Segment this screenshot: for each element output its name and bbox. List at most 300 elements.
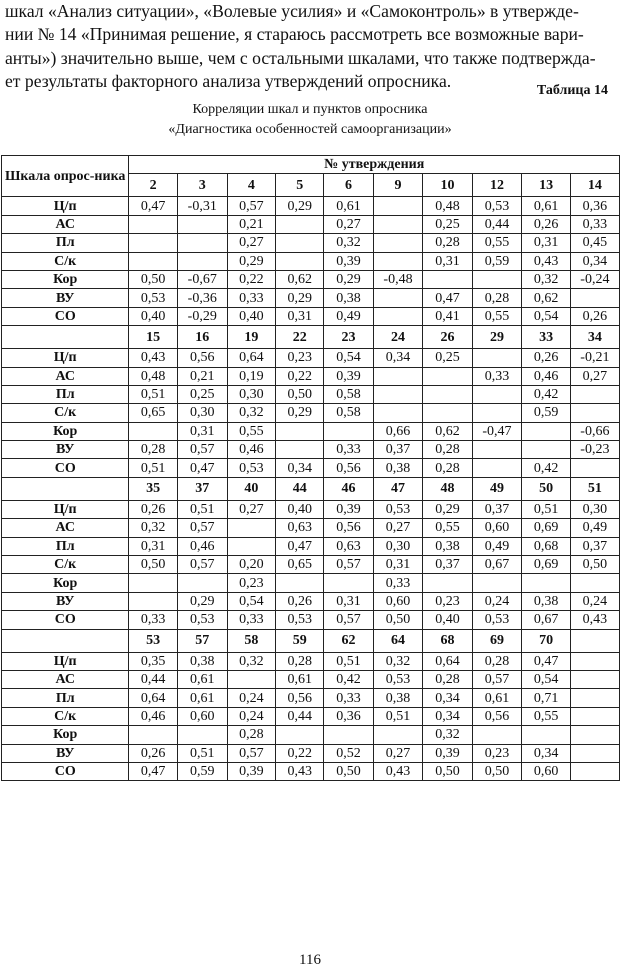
correlation-value: 0,40 <box>276 500 324 518</box>
correlation-value <box>423 404 472 422</box>
correlation-value: -0,47 <box>472 422 522 440</box>
item-number-cell: 3 <box>177 174 227 197</box>
correlation-value: 0,23 <box>227 574 275 592</box>
table-row <box>2 611 620 629</box>
item-number-cell: 23 <box>324 326 373 349</box>
scale-label: Кор <box>2 726 129 744</box>
item-number-cell: 26 <box>423 326 472 349</box>
correlation-value: 0,69 <box>522 519 570 537</box>
correlation-value: 0,39 <box>227 762 275 780</box>
correlation-value: 0,55 <box>472 307 522 325</box>
correlation-value: 0,56 <box>472 707 522 725</box>
item-number-cell: 46 <box>324 477 373 500</box>
table-row <box>2 252 620 270</box>
correlation-value: 0,40 <box>227 307 275 325</box>
correlation-value: 0,25 <box>423 349 472 367</box>
correlation-value: 0,57 <box>177 519 227 537</box>
item-number-cell: 37 <box>177 477 227 500</box>
correlation-value: 0,50 <box>423 762 472 780</box>
item-number-row <box>2 477 620 500</box>
correlation-value: 0,57 <box>472 670 522 688</box>
correlation-value: 0,28 <box>423 459 472 477</box>
correlation-value: 0,32 <box>423 726 472 744</box>
correlation-value: 0,66 <box>373 422 423 440</box>
empty-cell <box>2 326 129 349</box>
correlation-value: 0,51 <box>129 385 177 403</box>
correlation-value <box>472 441 522 459</box>
correlation-value: 0,34 <box>423 689 472 707</box>
correlation-value: 0,46 <box>129 707 177 725</box>
scale-label: СО <box>2 762 129 780</box>
correlation-value: 0,20 <box>227 556 275 574</box>
statement-number-header: № утверждения <box>129 156 620 174</box>
correlation-value: 0,53 <box>177 611 227 629</box>
correlation-value <box>276 215 324 233</box>
item-number-cell: 16 <box>177 326 227 349</box>
correlation-value: 0,40 <box>129 307 177 325</box>
scale-column-header: Шкала опрос-ника <box>2 156 129 197</box>
correlation-value: 0,40 <box>423 611 472 629</box>
scale-label: АС <box>2 519 129 537</box>
item-number-cell: 29 <box>472 326 522 349</box>
correlation-value: 0,63 <box>324 537 373 555</box>
correlation-value: 0,34 <box>570 252 619 270</box>
correlation-value <box>373 307 423 325</box>
scale-label: С/к <box>2 252 129 270</box>
correlation-value: 0,39 <box>423 744 472 762</box>
correlation-value: 0,59 <box>472 252 522 270</box>
correlation-value: 0,55 <box>472 234 522 252</box>
correlation-value: 0,27 <box>373 519 423 537</box>
scale-label: С/к <box>2 404 129 422</box>
correlation-value: 0,25 <box>177 385 227 403</box>
correlation-value: 0,49 <box>472 537 522 555</box>
correlation-value <box>472 270 522 288</box>
correlation-value: 0,29 <box>276 197 324 215</box>
item-number-cell: 47 <box>373 477 423 500</box>
item-number-cell: 4 <box>227 174 275 197</box>
correlation-value: -0,24 <box>570 270 619 288</box>
correlation-value <box>373 289 423 307</box>
correlation-value: -0,31 <box>177 197 227 215</box>
table-caption-line-2: «Диагностика особенностей самоорганизации» <box>168 122 452 137</box>
table-caption-line-1: Корреляции шкал и пунктов опросника <box>192 102 428 117</box>
correlation-value: 0,51 <box>177 744 227 762</box>
correlation-value: 0,26 <box>276 592 324 610</box>
correlation-value <box>129 726 177 744</box>
correlation-value: 0,47 <box>177 459 227 477</box>
correlation-value: 0,36 <box>324 707 373 725</box>
correlation-value: 0,31 <box>129 537 177 555</box>
correlation-value: 0,38 <box>423 537 472 555</box>
scale-label: Ц/п <box>2 500 129 518</box>
scale-label: ВУ <box>2 289 129 307</box>
correlation-value: 0,27 <box>227 500 275 518</box>
correlation-value: 0,68 <box>522 537 570 555</box>
item-number-cell: 64 <box>373 629 423 652</box>
correlation-value: 0,30 <box>227 385 275 403</box>
correlation-value: 0,60 <box>472 519 522 537</box>
correlation-value: 0,33 <box>227 611 275 629</box>
table-row <box>2 404 620 422</box>
correlation-value: 0,65 <box>276 556 324 574</box>
correlation-value: 0,67 <box>472 556 522 574</box>
correlation-value: 0,58 <box>324 404 373 422</box>
correlation-value: 0,51 <box>324 652 373 670</box>
scale-label: С/к <box>2 556 129 574</box>
item-number-cell: 59 <box>276 629 324 652</box>
correlation-value: 0,47 <box>129 197 177 215</box>
correlation-value: 0,33 <box>324 689 373 707</box>
empty-cell <box>2 477 129 500</box>
correlation-value: 0,29 <box>177 592 227 610</box>
item-number-cell: 33 <box>522 326 570 349</box>
item-number-row <box>2 629 620 652</box>
table-row <box>2 519 620 537</box>
item-number-cell: 48 <box>423 477 472 500</box>
correlation-value: 0,61 <box>276 670 324 688</box>
correlation-value: 0,31 <box>324 592 373 610</box>
table-row <box>2 385 620 403</box>
empty-cell <box>570 652 619 670</box>
table-row <box>2 556 620 574</box>
correlation-value: 0,38 <box>324 289 373 307</box>
correlation-value: 0,52 <box>324 744 373 762</box>
correlation-value <box>472 574 522 592</box>
correlation-value <box>522 726 570 744</box>
correlation-value: 0,62 <box>522 289 570 307</box>
item-number-row <box>2 326 620 349</box>
empty-cell <box>2 629 129 652</box>
item-number-cell: 9 <box>373 174 423 197</box>
scale-label: С/к <box>2 707 129 725</box>
correlation-value: 0,29 <box>227 252 275 270</box>
empty-cell <box>570 726 619 744</box>
page-number: 116 <box>299 952 321 968</box>
item-number-cell: 44 <box>276 477 324 500</box>
correlation-value: 0,26 <box>570 307 619 325</box>
scale-label: Пл <box>2 234 129 252</box>
correlation-value: 0,33 <box>324 441 373 459</box>
empty-cell <box>570 689 619 707</box>
correlation-value: 0,46 <box>522 367 570 385</box>
correlation-value <box>276 574 324 592</box>
correlation-value: 0,55 <box>522 707 570 725</box>
scale-label: АС <box>2 215 129 233</box>
correlation-value: 0,28 <box>227 726 275 744</box>
correlation-value: 0,23 <box>423 592 472 610</box>
correlation-value: 0,61 <box>472 689 522 707</box>
intro-line: шкал «Анализ ситуации», «Волевые усилия» и «Самоконтроль» в утвержде- <box>5 1 579 21</box>
correlation-value <box>472 385 522 403</box>
correlation-value: 0,61 <box>522 197 570 215</box>
correlation-value: 0,25 <box>423 215 472 233</box>
correlation-value: -0,66 <box>570 422 619 440</box>
correlation-value <box>324 574 373 592</box>
item-number-cell: 49 <box>472 477 522 500</box>
item-number-cell: 5 <box>276 174 324 197</box>
table-number: Таблица 14 <box>536 83 608 98</box>
correlation-value: 0,60 <box>373 592 423 610</box>
correlation-value: 0,42 <box>324 670 373 688</box>
correlation-value: 0,54 <box>324 349 373 367</box>
correlation-value <box>522 422 570 440</box>
item-number-cell: 58 <box>227 629 275 652</box>
table-row <box>2 215 620 233</box>
scale-label: Кор <box>2 270 129 288</box>
correlation-value: 0,27 <box>570 367 619 385</box>
table-row <box>2 270 620 288</box>
item-number-cell: 57 <box>177 629 227 652</box>
correlation-value: 0,65 <box>129 404 177 422</box>
correlation-value <box>177 726 227 744</box>
correlation-value <box>177 234 227 252</box>
correlation-value: 0,48 <box>423 197 472 215</box>
correlation-value: 0,69 <box>522 556 570 574</box>
correlation-value <box>129 592 177 610</box>
correlation-value: -0,23 <box>570 441 619 459</box>
correlation-value: 0,34 <box>522 744 570 762</box>
table-row <box>2 762 620 780</box>
correlation-value: 0,60 <box>177 707 227 725</box>
correlation-value <box>423 367 472 385</box>
correlation-value: 0,24 <box>227 707 275 725</box>
correlation-value: 0,26 <box>129 744 177 762</box>
correlation-table <box>1 155 620 781</box>
correlation-value: 0,39 <box>324 500 373 518</box>
correlation-value: 0,23 <box>472 744 522 762</box>
correlation-value: 0,32 <box>129 519 177 537</box>
correlation-value <box>276 726 324 744</box>
correlation-value: 0,21 <box>227 215 275 233</box>
table-row <box>2 441 620 459</box>
item-number-cell: 2 <box>129 174 177 197</box>
correlation-value: 0,57 <box>227 744 275 762</box>
correlation-value: -0,36 <box>177 289 227 307</box>
correlation-value: 0,32 <box>227 652 275 670</box>
correlation-value: 0,30 <box>177 404 227 422</box>
correlation-value: 0,35 <box>129 652 177 670</box>
correlation-value <box>324 422 373 440</box>
correlation-value: 0,50 <box>276 385 324 403</box>
correlation-value <box>570 404 619 422</box>
correlation-value: 0,51 <box>177 500 227 518</box>
correlation-value: 0,49 <box>570 519 619 537</box>
correlation-value: 0,58 <box>324 385 373 403</box>
correlation-value: 0,64 <box>129 689 177 707</box>
empty-cell <box>570 670 619 688</box>
correlation-value: 0,46 <box>227 441 275 459</box>
correlation-value: 0,30 <box>570 500 619 518</box>
correlation-value: 0,37 <box>373 441 423 459</box>
scale-label: Пл <box>2 385 129 403</box>
correlation-value: 0,33 <box>129 611 177 629</box>
correlation-value <box>276 252 324 270</box>
item-number-cell: 15 <box>129 326 177 349</box>
correlation-value: 0,38 <box>177 652 227 670</box>
correlation-value: 0,44 <box>276 707 324 725</box>
correlation-value: 0,24 <box>570 592 619 610</box>
correlation-value: 0,49 <box>324 307 373 325</box>
scale-label: СО <box>2 459 129 477</box>
correlation-value: 0,27 <box>324 215 373 233</box>
correlation-value: 0,50 <box>373 611 423 629</box>
correlation-value: 0,28 <box>423 670 472 688</box>
intro-paragraph <box>5 0 610 94</box>
correlation-value: 0,31 <box>177 422 227 440</box>
item-number-cell: 50 <box>522 477 570 500</box>
correlation-value <box>373 197 423 215</box>
correlation-value <box>373 215 423 233</box>
correlation-value: 0,28 <box>472 289 522 307</box>
correlation-value: 0,51 <box>522 500 570 518</box>
correlation-value: 0,47 <box>522 652 570 670</box>
item-number-cell: 22 <box>276 326 324 349</box>
table-row <box>2 726 620 744</box>
correlation-value: 0,34 <box>276 459 324 477</box>
correlation-value: 0,39 <box>324 252 373 270</box>
scale-label: СО <box>2 611 129 629</box>
item-number-cell: 13 <box>522 174 570 197</box>
table-row <box>2 349 620 367</box>
correlation-value <box>276 234 324 252</box>
empty-cell <box>570 762 619 780</box>
correlation-value: 0,56 <box>324 459 373 477</box>
correlation-value: 0,56 <box>324 519 373 537</box>
correlation-value: 0,64 <box>423 652 472 670</box>
correlation-value: 0,62 <box>276 270 324 288</box>
correlation-value <box>129 252 177 270</box>
table-row <box>2 459 620 477</box>
correlation-value: 0,28 <box>423 234 472 252</box>
scale-label: ВУ <box>2 744 129 762</box>
item-number-cell: 51 <box>570 477 619 500</box>
correlation-value: 0,59 <box>522 404 570 422</box>
correlation-value: 0,71 <box>522 689 570 707</box>
correlation-value: 0,61 <box>324 197 373 215</box>
scale-label: Ц/п <box>2 197 129 215</box>
correlation-value: 0,33 <box>227 289 275 307</box>
correlation-value: 0,61 <box>177 670 227 688</box>
correlation-value: 0,47 <box>423 289 472 307</box>
correlation-value <box>472 726 522 744</box>
correlation-value <box>373 367 423 385</box>
correlation-value <box>373 404 423 422</box>
table-row <box>2 307 620 325</box>
correlation-value: 0,57 <box>177 441 227 459</box>
correlation-value: 0,32 <box>373 652 423 670</box>
table-row <box>2 234 620 252</box>
correlation-value: 0,56 <box>276 689 324 707</box>
correlation-value: 0,28 <box>276 652 324 670</box>
correlation-value: -0,67 <box>177 270 227 288</box>
correlation-value: 0,19 <box>227 367 275 385</box>
scale-label: Пл <box>2 689 129 707</box>
correlation-value <box>373 385 423 403</box>
correlation-value: 0,32 <box>522 270 570 288</box>
correlation-value: 0,53 <box>472 197 522 215</box>
correlation-value: 0,50 <box>324 762 373 780</box>
correlation-value <box>129 234 177 252</box>
correlation-value: 0,37 <box>472 500 522 518</box>
correlation-value: 0,32 <box>324 234 373 252</box>
correlation-value: 0,36 <box>570 197 619 215</box>
scale-label: ВУ <box>2 441 129 459</box>
correlation-value <box>227 519 275 537</box>
correlation-value: 0,32 <box>227 404 275 422</box>
table-row <box>2 367 620 385</box>
empty-cell <box>570 744 619 762</box>
correlation-value: 0,60 <box>522 762 570 780</box>
correlation-value <box>423 270 472 288</box>
scale-label: СО <box>2 307 129 325</box>
correlation-value: 0,54 <box>227 592 275 610</box>
correlation-value <box>276 441 324 459</box>
correlation-value: 0,57 <box>324 611 373 629</box>
correlation-value: 0,28 <box>423 441 472 459</box>
correlation-value <box>472 404 522 422</box>
item-number-cell: 14 <box>570 174 619 197</box>
item-number-cell: 69 <box>472 629 522 652</box>
item-number-cell: 10 <box>423 174 472 197</box>
correlation-value: 0,51 <box>373 707 423 725</box>
correlation-value: 0,31 <box>423 252 472 270</box>
correlation-value: 0,33 <box>570 215 619 233</box>
correlation-value: 0,30 <box>373 537 423 555</box>
correlation-value <box>276 422 324 440</box>
correlation-value: 0,43 <box>373 762 423 780</box>
scale-label: АС <box>2 670 129 688</box>
correlation-value: 0,47 <box>129 762 177 780</box>
intro-line: анты») значительно выше, чем с остальными шкалами, что также подтвержда- <box>5 47 596 68</box>
correlation-value: 0,46 <box>177 537 227 555</box>
table-row <box>2 744 620 762</box>
item-number-cell: 53 <box>129 629 177 652</box>
correlation-value: 0,64 <box>227 349 275 367</box>
correlation-value: 0,28 <box>472 652 522 670</box>
correlation-value: 0,43 <box>129 349 177 367</box>
correlation-value <box>423 574 472 592</box>
correlation-value <box>472 349 522 367</box>
intro-line: ет результаты факторного анализа утверждений опросника. <box>5 71 452 92</box>
correlation-value: 0,43 <box>570 611 619 629</box>
table-row <box>2 537 620 555</box>
correlation-value: 0,57 <box>227 197 275 215</box>
correlation-value: 0,22 <box>276 367 324 385</box>
correlation-value: 0,27 <box>373 744 423 762</box>
correlation-value <box>570 574 619 592</box>
correlation-value: 0,59 <box>177 762 227 780</box>
scale-label: Кор <box>2 422 129 440</box>
correlation-value: 0,37 <box>423 556 472 574</box>
table-row <box>2 574 620 592</box>
correlation-value: 0,23 <box>276 349 324 367</box>
correlation-value: -0,29 <box>177 307 227 325</box>
correlation-value: 0,44 <box>472 215 522 233</box>
correlation-value <box>177 252 227 270</box>
correlation-value: 0,50 <box>472 762 522 780</box>
item-number-cell: 6 <box>324 174 373 197</box>
correlation-value <box>570 459 619 477</box>
correlation-value <box>570 385 619 403</box>
correlation-value: 0,34 <box>373 349 423 367</box>
correlation-value: 0,61 <box>177 689 227 707</box>
correlation-value: 0,41 <box>423 307 472 325</box>
scale-label: Ц/п <box>2 652 129 670</box>
correlation-value: 0,42 <box>522 459 570 477</box>
correlation-value: 0,38 <box>373 459 423 477</box>
correlation-value: 0,57 <box>324 556 373 574</box>
